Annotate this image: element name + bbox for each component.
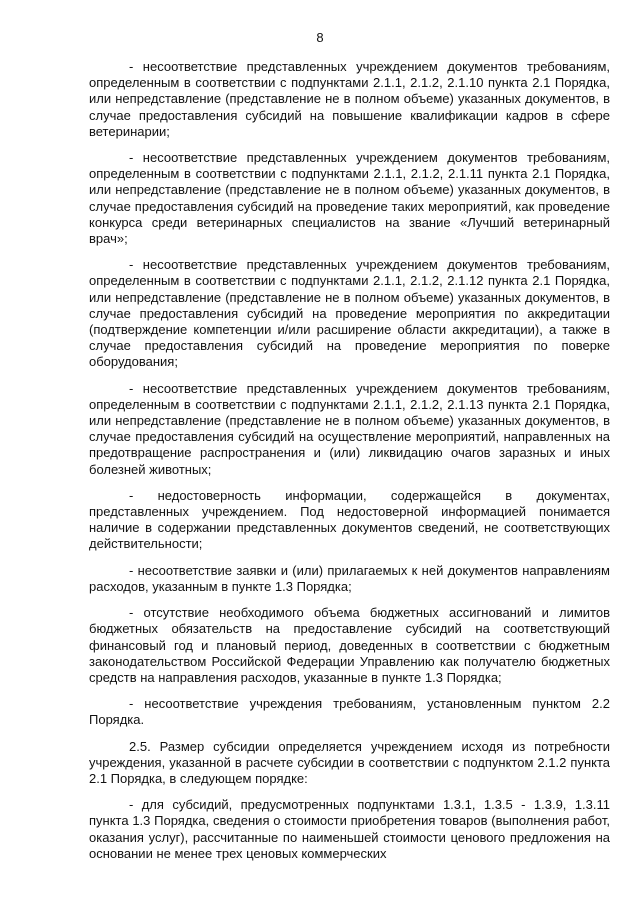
- paragraph-7: - отсутствие необходимого объема бюджетных ассигнований и лимитов бюджетных обязательств на предоставление субсидий на соответствующий финансовый год и плановый период, доведенных в соответствии с бюджетным законодательством Российской Федерации Управлению как получателю бюджетных средств на направления расходов, указанные в пункте 1.3 Порядка;: [89, 605, 610, 685]
- page-number: 8: [316, 30, 324, 45]
- paragraph-3: - несоответствие представленных учреждением документов требованиям, определенным в соответствии с подпунктами 2.1.1, 2.1.2, 2.1.12 пункта 2.1 Порядка, или непредставление (представление не в полном объеме) указанных документов, в случае предоставления субсидий на проведение мероприятия по аккредитации (подтверждение компетенции и/или расширение области аккредитации), а также в случае предоставления субсидий на проведение мероприятия по поверке оборудования;: [89, 257, 610, 370]
- paragraph-1: - несоответствие представленных учреждением документов требованиям, определенным в соответствии с подпунктами 2.1.1, 2.1.2, 2.1.10 пункта 2.1 Порядка, или непредставление (представление не в полном объеме) указанных документов, в случае предоставления субсидий на повышение квалификации кадров в сфере ветеринарии;: [89, 59, 610, 139]
- paragraph-9: 2.5. Размер субсидии определяется учреждением исходя из потребности учреждения, указанной в расчете субсидии в соответствии с подпунктом 2.1.2 пункта 2.1 Порядка, в следующем порядке:: [89, 738, 610, 786]
- paragraph-2: - несоответствие представленных учреждением документов требованиям, определенным в соответствии с подпунктами 2.1.1, 2.1.2, 2.1.11 пункта 2.1 Порядка, или непредставление (представление не в полном объеме) указанных документов, в случае предоставления субсидий на проведение таких мероприятий, как проведение конкурса среди ветеринарных специалистов на звание «Лучший ветеринарный врач»;: [89, 150, 610, 247]
- paragraph-10: - для субсидий, предусмотренных подпунктами 1.3.1, 1.3.5 - 1.3.9, 1.3.11 пункта 1.3 Порядка, сведения о стоимости приобретения товаров (выполнения работ, оказания услуг), рассчитанные по наименьшей стоимости ценового предложения на основании не менее трех ценовых коммерческих: [89, 797, 610, 861]
- paragraph-8: - несоответствие учреждения требованиям, установленным пунктом 2.2 Порядка.: [89, 696, 610, 728]
- paragraph-4: - несоответствие представленных учреждением документов требованиям, определенным в соответствии с подпунктами 2.1.1, 2.1.2, 2.1.13 пункта 2.1 Порядка, или непредставление (представление не в полном объеме) указанных документов, в случае предоставления субсидий на осуществление мероприятий, направленных на предотвращение распространения и (или) ликвидацию очагов заразных и иных болезней животных;: [89, 380, 610, 477]
- document-body: [89, 59, 610, 872]
- paragraph-6: - несоответствие заявки и (или) прилагаемых к ней документов направлениям расходов, указанным в пункте 1.3 Порядка;: [89, 562, 610, 594]
- paragraph-5: - недостоверность информации, содержащейся в документах, представленных учреждением. Под недостоверной информацией понимается наличие в содержании представленных документов сведений, не соответствующих действительности;: [89, 487, 610, 552]
